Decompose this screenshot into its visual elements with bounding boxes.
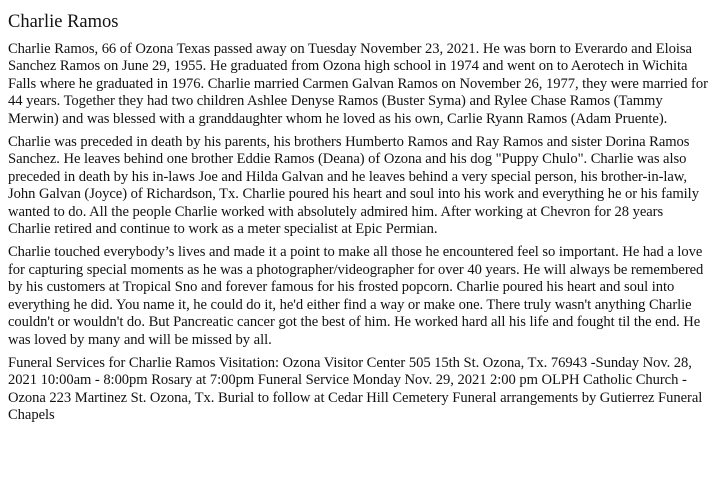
- obituary-title: Charlie Ramos: [8, 12, 119, 32]
- paragraph-life-family: Charlie Ramos, 66 of Ozona Texas passed away on Tuesday November 23, 2021. He was born to Everardo and Eloisa Sanchez Ramos on June 29, 1955. He graduated from Ozona high school in 1974 and went on to Aerotech in Wichita Falls where he graduated in 1976. Charlie married Carmen Galvan Ramos on November 26, 1977, they were married for 44 years. Together they had two children Ashlee Denyse Ramos (Buster Syma) and Rylee Chase Ramos (Tammy Merwin) and was blessed with a granddaughter whom he loved as his own, Carlie Ryann Ramos (Adam Pruente).: [8, 41, 708, 127]
- obituary-document: [8, 10, 708, 431]
- paragraph-remembrance: Charlie touched everybody’s lives and made it a point to make all those he encountered feel so important. He had a love for capturing special moments as he was a photographer/videographer for over 40 years. He will always be remembered by his customers at Tropical Sno and forever famous for his frosted popcorn. Charlie poured his heart and soul into everything he did. You name it, he could do it, he'd either find a way or make one. There truly wasn't anything Charlie couldn't or wouldn't do. But Pancreatic cancer got the best of him. He worked hard all his life and fought til the end. He was loved by many and will be missed by all.: [8, 244, 704, 348]
- paragraph-funeral-services: Funeral Services for Charlie Ramos Visitation: Ozona Visitor Center 505 15th St. Ozona, Tx. 76943 -Sunday Nov. 28, 2021 10:00am - 8:00pm Rosary at 7:00pm Funeral Service Monday Nov. 29, 2021 2:00 pm OLPH Catholic Church - Ozona 223 Martinez St. Ozona, Tx. Burial to follow at Cedar Hill Cemetery Funeral arrangements by Gutierrez Funeral Chapels: [8, 354, 703, 424]
- paragraph-survivors-career: Charlie was preceded in death by his parents, his brothers Humberto Ramos and Ray Ramos and sister Dorina Ramos Sanchez. He leaves behind one brother Eddie Ramos (Deana) of Ozona and his dog "Puppy Chulo". Charlie was also preceded in death by his in-laws Joe and Hilda Galvan and he leaves behind a very special person, his brother-in-law, John Galvan (Joyce) of Richardson, Tx. Charlie poured his heart and soul into his work and everything he or his family wanted to do. All the people Charlie worked with absolutely admired him. After working at Chevron for 28 years Charlie retired and continue to work as a meter specialist at Epic Permian.: [8, 134, 699, 238]
